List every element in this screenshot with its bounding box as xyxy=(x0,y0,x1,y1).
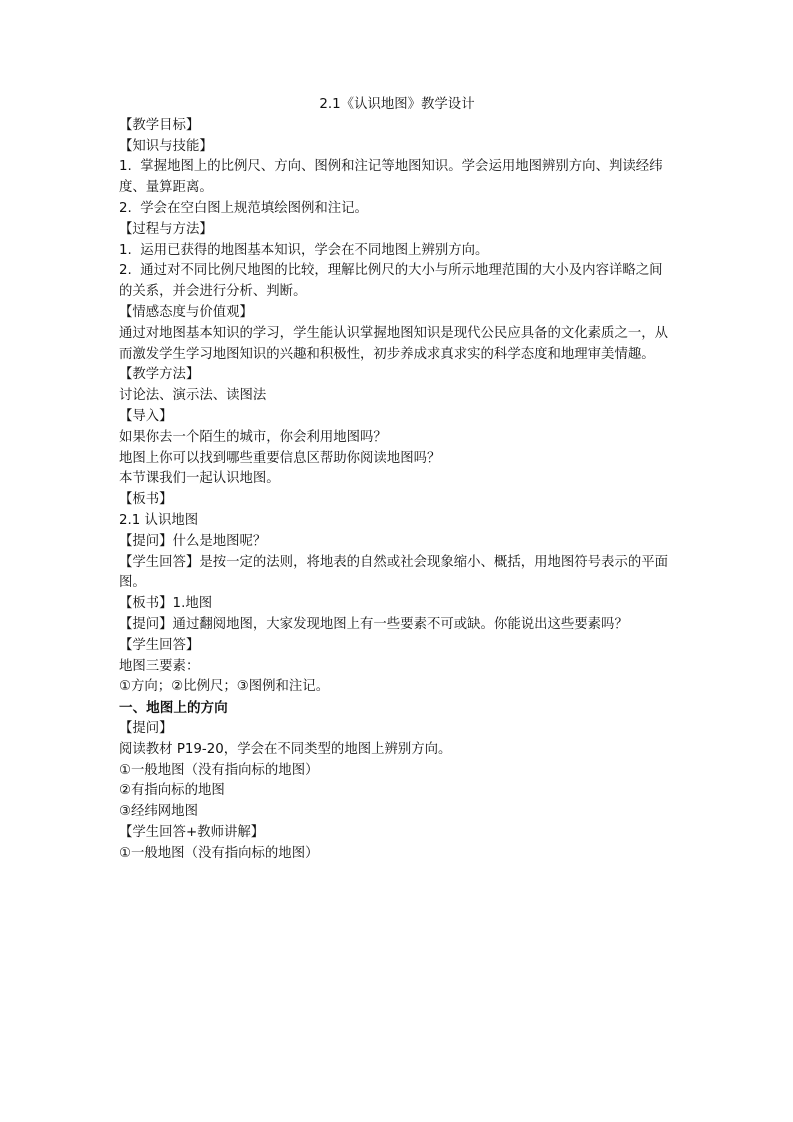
paragraph-line: 【学生回答】 xyxy=(119,637,200,653)
paragraph-line: 通过对地图基本知识的学习，学生能认识掌握地图知识是现代公民应具备的文化素质之一，从而激发学生学习地图知识的兴趣和积极性，初步养成求真求实的科学态度和地理审美情趣。 xyxy=(119,325,669,362)
paragraph-line: 1. 运用已获得的地图基本知识，学会在不同地图上辨别方向。 xyxy=(119,242,489,258)
section-heading: 一、地图上的方向 xyxy=(119,700,228,717)
paragraph-line: 地图三要素： xyxy=(119,658,200,674)
paragraph-line: 2. 学会在空白图上规范填绘图例和注记。 xyxy=(119,200,368,216)
paragraph-line: 2.1 认识地图 xyxy=(119,512,199,528)
paragraph-line: 【学生回答】是按一定的法则，将地表的自然或社会现象缩小、概括，用地图符号表示的平面图。 xyxy=(119,554,669,591)
paragraph-line: 讨论法、演示法、读图法 xyxy=(119,388,267,404)
paragraph-line: ②有指向标的地图 xyxy=(119,783,225,799)
paragraph-line: 【过程与方法】 xyxy=(119,221,213,237)
paragraph-line: 2. 通过对不同比例尺地图的比较，理解比例尺的大小与所示地理范围的大小及内容详略之间的关系，并会进行分析、判断。 xyxy=(119,263,663,300)
paragraph-line: 【学生回答+教师讲解】 xyxy=(119,824,265,840)
paragraph-line: 阅读教材 P19-20，学会在不同类型的地图上辨别方向。 xyxy=(119,741,452,757)
document-lines xyxy=(119,116,675,865)
paragraph-line: ①方向；②比例尺；③图例和注记。 xyxy=(119,679,330,695)
paragraph-line: 【提问】什么是地图呢？ xyxy=(119,533,267,549)
paragraph-line: 【导入】 xyxy=(119,408,173,424)
document-title: 2.1《认识地图》教学设计 xyxy=(319,97,475,112)
paragraph-line: ③经纬网地图 xyxy=(119,804,198,820)
paragraph-line: 【知识与技能】 xyxy=(119,138,213,154)
paragraph-line: 【提问】 xyxy=(119,720,173,736)
paragraph-line: 【板书】1.地图 xyxy=(119,596,213,612)
paragraph-line: 如果你去一个陌生的城市，你会利用地图吗？ xyxy=(119,429,387,445)
paragraph-line: ①一般地图（没有指向标的地图） xyxy=(119,845,319,861)
document-body xyxy=(119,95,675,864)
paragraph-line: 1. 掌握地图上的比例尺、方向、图例和注记等地图知识。学会运用地图辨别方向、判读经纬度、量算距离。 xyxy=(119,159,663,196)
paragraph-line: 【教学目标】 xyxy=(119,117,200,133)
paragraph-line: 地图上你可以找到哪些重要信息区帮助你阅读地图吗？ xyxy=(119,450,441,466)
paragraph-line: 【提问】通过翻阅地图，大家发现地图上有一些要素不可或缺。你能说出这些要素吗？ xyxy=(119,616,628,632)
paragraph-line: 本节课我们一起认识地图。 xyxy=(119,471,280,487)
paragraph-line: 【教学方法】 xyxy=(119,367,200,383)
paragraph-line: 【情感态度与价值观】 xyxy=(119,304,253,320)
paragraph-line: ①一般地图（没有指向标的地图） xyxy=(119,762,319,778)
paragraph-line: 【板书】 xyxy=(119,492,173,508)
